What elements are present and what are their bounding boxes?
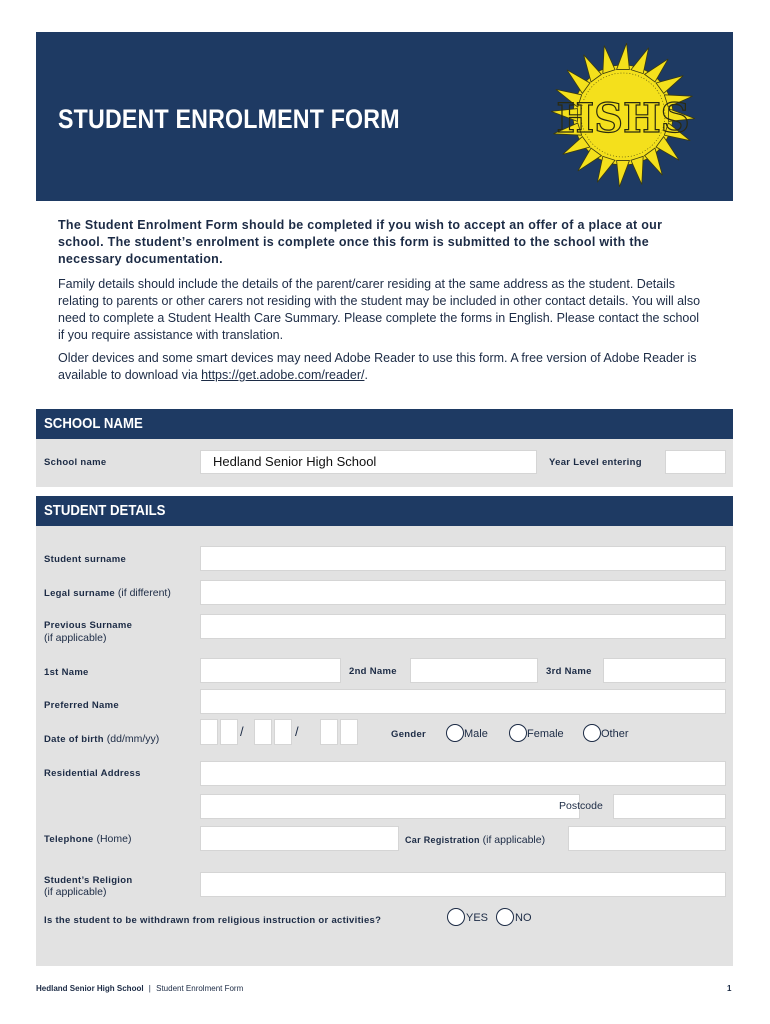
residential-address-label: Residential Address [44,768,141,779]
second-name-label: 2nd Name [349,666,397,677]
dob-month-field-1[interactable] [254,719,272,745]
car-registration-field[interactable] [568,826,726,851]
withdraw-yes-label: YES [466,912,489,924]
school-name-section [36,409,733,487]
gender-label: Gender [391,729,427,740]
dob-month-field-2[interactable] [274,719,292,745]
withdraw-no-radio[interactable] [496,908,514,926]
third-name-field[interactable] [603,658,726,683]
previous-surname-field[interactable] [200,614,726,639]
student-surname-label: Student surname [44,554,127,565]
student-details-section [36,496,733,966]
dob-year-field-2[interactable] [340,719,358,745]
school-name-label: School name [44,457,107,468]
gender-male-label: Male [464,728,488,740]
svg-text:HSHS: HSHS [556,95,690,142]
dob-year-field-1[interactable] [320,719,338,745]
withdraw-yes-radio[interactable] [447,908,465,926]
footer-form-name: Student Enrolment Form [156,984,244,993]
dob-separator: / [240,724,244,739]
dob-label: Date of birth (dd/mm/yy) [44,733,160,745]
dob-day-field-1[interactable] [200,719,218,745]
school-name-field[interactable]: Hedland Senior High School [200,450,537,474]
logo-ray [631,156,643,184]
gender-male-radio[interactable] [446,724,464,742]
postcode-label: Postcode [559,800,603,812]
third-name-label: 3rd Name [546,666,592,677]
religion-note: (if applicable) [44,886,107,898]
religion-label: Student’s Religion [44,875,133,886]
gender-female-radio[interactable] [509,724,527,742]
first-name-label: 1st Name [44,667,89,678]
previous-surname-note: (if applicable) [44,632,107,644]
section-heading: STUDENT DETAILS [36,496,733,526]
logo-ray [631,48,649,74]
residential-address-field-2[interactable] [200,794,580,819]
first-name-field[interactable] [200,658,341,683]
withdraw-question: Is the student to be withdrawn from religious instruction or activities? [44,915,382,926]
postcode-field[interactable] [613,794,726,819]
dob-day-field-2[interactable] [220,719,238,745]
withdraw-no-label: NO [515,912,532,924]
legal-surname-label: Legal surname (if different) [44,587,171,599]
intro-bold-text: The Student Enrolment Form should be completed if you wish to accept an offer of a place at our school. The student’s enrolment is complete once this form is submitted to the school with the necessary documentation. [58,218,663,266]
page-number: 1 [727,984,732,993]
residential-address-field-1[interactable] [200,761,726,786]
page-title: STUDENT ENROLMENT FORM [58,104,400,134]
school-logo [548,40,698,190]
logo-ray [617,43,630,69]
intro-adobe-text: Older devices and some smart devices may need Adobe Reader to use this form. A free version of Adobe Reader is available to download via https://get.adobe.com/reader/. [58,351,697,382]
preferred-name-label: Preferred Name [44,700,119,711]
legal-surname-field[interactable] [200,580,726,605]
telephone-field[interactable] [200,826,399,851]
telephone-label: Telephone (Home) [44,833,132,845]
car-registration-label: Car Registration (if applicable) [405,834,546,846]
adobe-reader-link[interactable]: https://get.adobe.com/reader/ [201,368,365,382]
preferred-name-field[interactable] [200,689,726,714]
gender-other-label: Other [601,728,629,740]
header-banner [36,32,733,201]
year-level-field[interactable] [665,450,726,474]
footer-text [36,984,243,993]
year-level-label: Year Level entering [549,457,642,468]
gender-other-radio[interactable] [583,724,601,742]
logo-ray [597,156,615,182]
logo-ray [617,161,630,187]
section-heading: SCHOOL NAME [36,409,733,439]
footer-school: Hedland Senior High School [36,984,144,993]
footer-separator: | [148,984,151,993]
gender-female-label: Female [527,728,564,740]
religion-field[interactable] [200,872,726,897]
dob-separator: / [295,724,299,739]
logo-ray [603,45,615,73]
second-name-field[interactable] [410,658,538,683]
previous-surname-label: Previous Surname [44,620,133,631]
intro-family-text: Family details should include the details of the parent/carer residing at the same address as the student. Details relating to parents or other carers not residing with the student may be included in other contact details. You will also need to complete a Student Health Care Summary. Please complete the forms in English. Please contact the school if you require assistance with translation. [58,277,701,342]
student-surname-field[interactable] [200,546,726,571]
